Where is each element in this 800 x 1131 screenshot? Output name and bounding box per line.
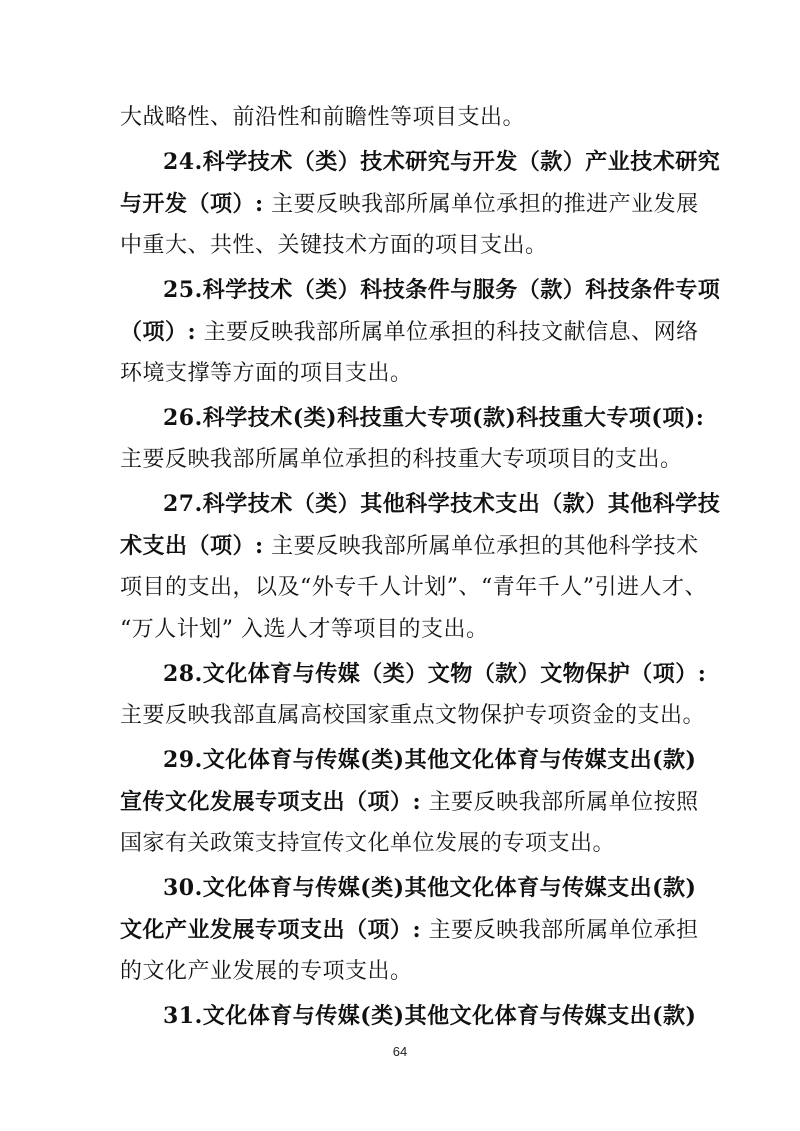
item-27-heading: 27.科学技术（类）其他科学技术支出（款）其他科学技 [163,491,721,517]
item-30-line-2 [120,915,699,946]
item-27-heading-end: 术支出（项）: [120,533,264,559]
item-27-line-2 [120,531,699,562]
page-number: 64 [392,1044,408,1059]
continued-paragraph-line: 大战略性、前沿性和前瞻性等项目支出。 [120,105,526,130]
item-30-heading: 30.文化体育与传媒(类)其他文化体育与传媒支出(款) [163,875,697,901]
item-29-heading-end: 宣传文化发展专项支出（项）: [120,789,422,815]
item-30-body-line-3: 的文化产业发展的专项支出。 [120,959,413,984]
item-26-heading: 26.科学技术(类)科技重大专项(款)科技重大专项(项): [163,405,705,431]
item-27-body-line-3: 项目的支出，以及“外专千人计划”、“青年千人”引进人才、 [120,575,707,600]
item-25-line-2 [120,317,699,348]
item-24-heading-end: 与开发（项）: [120,191,264,217]
item-24-body: 主要反映我部所属单位承担的推进产业发展 [271,192,699,217]
item-24-heading: 24.科学技术（类）技术研究与开发（款）产业技术研究 [163,149,721,175]
item-25-body: 主要反映我部所属单位承担的科技文献信息、网络 [203,320,699,345]
item-28-body: 主要反映我部直属高校国家重点文物保护专项资金的支出。 [120,703,706,728]
item-28-heading: 28.文化体育与传媒（类）文物（款）文物保护（项）: [163,661,707,687]
item-27-body-line-4: “万人计划” 入选人才等项目的支出。 [120,617,489,642]
item-25-heading: 25.科学技术（类）科技条件与服务（款）科技条件专项 [163,277,721,303]
item-30-body: 主要反映我部所属单位承担 [428,918,699,943]
item-31-heading: 31.文化体育与传媒(类)其他文化体育与传媒支出(款) [163,1003,697,1029]
item-30-heading-end: 文化产业发展专项支出（项）: [120,917,422,943]
item-29-heading: 29.文化体育与传媒(类)其他文化体育与传媒支出(款) [163,747,697,773]
item-25-body-line-3: 环境支撑等方面的项目支出。 [120,361,413,386]
item-26-body: 主要反映我部所属单位承担的科技重大专项项目的支出。 [120,447,683,472]
item-24-body-line-3: 中重大、共性、关键技术方面的项目支出。 [120,233,548,258]
item-29-body: 主要反映我部所属单位按照 [428,790,699,815]
item-29-body-line-3: 国家有关政策支持宣传文化单位发展的专项支出。 [120,831,616,856]
item-29-line-2 [120,787,699,818]
item-24-line-2 [120,189,699,220]
item-25-heading-end: （项）: [120,319,197,345]
item-27-body: 主要反映我部所属单位承担的其他科学技术 [271,534,699,559]
